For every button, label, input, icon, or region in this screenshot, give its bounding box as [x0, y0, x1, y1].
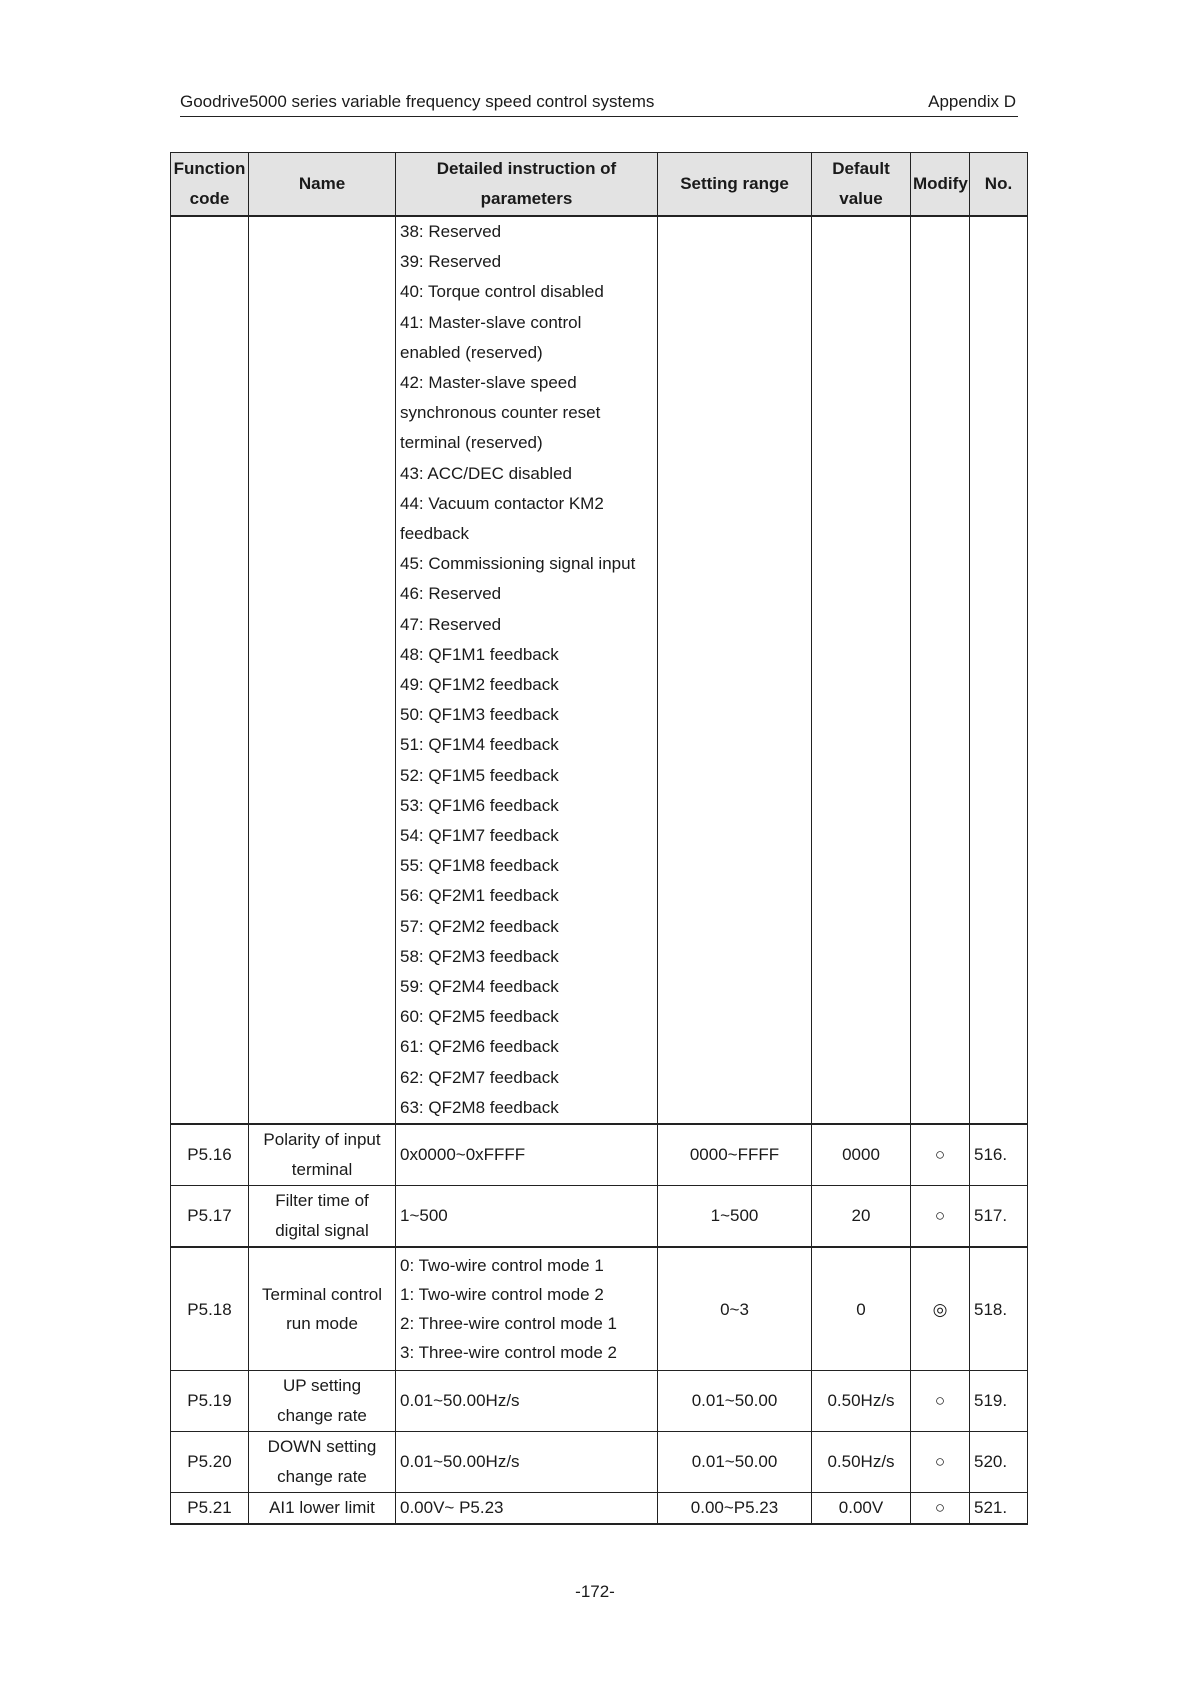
cell-range: 0~3 — [658, 1247, 812, 1371]
col-header-name: Name — [249, 153, 396, 217]
cell-range: 0.01~50.00 — [658, 1371, 812, 1432]
cell-default: 0 — [812, 1247, 911, 1371]
detail-line: feedback — [400, 524, 469, 544]
cell-detail: 0.01~50.00Hz/s — [396, 1432, 658, 1493]
detail-line: 63: QF2M8 feedback — [400, 1097, 559, 1117]
col-header-code: Function code — [171, 153, 249, 217]
detail-line: enabled (reserved) — [400, 342, 543, 362]
detail-line: 49: QF1M2 feedback — [400, 675, 559, 695]
table-row-p5-17 — [171, 1186, 1028, 1248]
col-header-no: No. — [970, 153, 1028, 217]
detail-line: 41: Master-slave control — [400, 312, 582, 332]
table-row-p5-19 — [171, 1371, 1028, 1432]
detail-line: 38: Reserved — [400, 222, 502, 241]
parameter-table — [170, 152, 1028, 1525]
col-header-modify: Modify — [911, 153, 970, 217]
cell-detail: 1~500 — [396, 1186, 658, 1248]
detail-line: 40: Torque control disabled — [400, 282, 604, 302]
table-row-p5-20 — [171, 1432, 1028, 1493]
modify-symbol: ○ — [911, 1432, 970, 1493]
cell-name: Terminal control run mode — [249, 1247, 396, 1371]
cell-code: P5.21 — [171, 1493, 249, 1525]
cell-code — [171, 216, 249, 1124]
cell-name: UP setting change rate — [249, 1371, 396, 1432]
col-header-detail: Detailed instruction of parameters — [396, 153, 658, 217]
cell-name: Polarity of input terminal — [249, 1124, 396, 1186]
detail-line: 54: QF1M7 feedback — [400, 826, 559, 846]
cell-modify — [911, 216, 970, 1124]
cell-detail: 0.01~50.00Hz/s — [396, 1371, 658, 1432]
cell-code: P5.17 — [171, 1186, 249, 1248]
cell-no: 517. — [970, 1186, 1028, 1248]
cell-default — [812, 216, 911, 1124]
detail-line: synchronous counter reset — [400, 403, 601, 423]
detail-line: 39: Reserved — [400, 252, 502, 272]
cell-default: 0.50Hz/s — [812, 1432, 911, 1493]
cell-no: 518. — [970, 1247, 1028, 1371]
cell-default: 0.50Hz/s — [812, 1371, 911, 1432]
detail-line: 1: Two-wire control mode 2 — [400, 1285, 604, 1305]
detail-line: 46: Reserved — [400, 584, 502, 604]
detail-line: 45: Commissioning signal input — [400, 554, 636, 574]
detail-line: 61: QF2M6 feedback — [400, 1037, 559, 1057]
page-header — [180, 92, 1018, 117]
detail-line: 58: QF2M3 feedback — [400, 946, 559, 966]
table-row-p5-18 — [171, 1247, 1028, 1371]
cell-code: P5.18 — [171, 1247, 249, 1371]
detail-line: 3: Three-wire control mode 2 — [400, 1343, 618, 1363]
cell-range: 1~500 — [658, 1186, 812, 1248]
cell-no: 521. — [970, 1493, 1028, 1525]
cell-name: DOWN setting change rate — [249, 1432, 396, 1493]
detail-line: 53: QF1M6 feedback — [400, 795, 559, 815]
table-row-p5-21 — [171, 1493, 1028, 1525]
cell-range: 0.01~50.00 — [658, 1432, 812, 1493]
cell-name: AI1 lower limit — [249, 1493, 396, 1525]
cell-range: 0000~FFFF — [658, 1124, 812, 1186]
table-header-row — [171, 153, 1028, 217]
cell-code: P5.20 — [171, 1432, 249, 1493]
cell-detail: 0.00V~ P5.23 — [396, 1493, 658, 1525]
document-title: Goodrive5000 series variable frequency speed control systems — [180, 92, 655, 111]
cell-no: 519. — [970, 1371, 1028, 1432]
cell-default: 0000 — [812, 1124, 911, 1186]
detail-line: 2: Three-wire control mode 1 — [400, 1314, 618, 1334]
detail-line: 62: QF2M7 feedback — [400, 1067, 559, 1087]
cell-detail — [396, 1247, 658, 1371]
col-header-range: Setting range — [658, 153, 812, 217]
detail-line: 44: Vacuum contactor KM2 — [400, 493, 604, 513]
detail-line: 59: QF2M4 feedback — [400, 977, 559, 997]
cell-range: 0.00~P5.23 — [658, 1493, 812, 1525]
section-label: Appendix D — [928, 92, 1016, 111]
detail-line: 55: QF1M8 feedback — [400, 856, 559, 876]
detail-line: 51: QF1M4 feedback — [400, 735, 559, 755]
cell-name: Filter time of digital signal — [249, 1186, 396, 1248]
modify-symbol: ○ — [911, 1124, 970, 1186]
table-row-p5-16 — [171, 1124, 1028, 1186]
cell-detail: 0x0000~0xFFFF — [396, 1124, 658, 1186]
detail-line: 0: Two-wire control mode 1 — [400, 1256, 604, 1276]
detail-line: 47: Reserved — [400, 614, 502, 634]
detail-line: 57: QF2M2 feedback — [400, 916, 559, 936]
cell-default: 20 — [812, 1186, 911, 1248]
cell-no — [970, 216, 1028, 1124]
detail-line: terminal (reserved) — [400, 433, 543, 453]
modify-symbol: ○ — [911, 1493, 970, 1525]
page-number: -172- — [575, 1582, 615, 1601]
cell-detail-continuation — [396, 216, 658, 1124]
cell-range — [658, 216, 812, 1124]
cell-default: 0.00V — [812, 1493, 911, 1525]
detail-line: 42: Master-slave speed — [400, 373, 577, 393]
modify-symbol: ○ — [911, 1186, 970, 1248]
detail-line: 60: QF2M5 feedback — [400, 1007, 559, 1027]
modify-symbol: ○ — [911, 1371, 970, 1432]
table-row-continuation — [171, 216, 1028, 1124]
cell-code: P5.16 — [171, 1124, 249, 1186]
detail-line: 48: QF1M1 feedback — [400, 644, 559, 664]
cell-no: 520. — [970, 1432, 1028, 1493]
detail-line: 52: QF1M5 feedback — [400, 765, 559, 785]
cell-name — [249, 216, 396, 1124]
detail-line: 50: QF1M3 feedback — [400, 705, 559, 725]
detail-line: 56: QF2M1 feedback — [400, 886, 559, 906]
modify-symbol: ◎ — [911, 1247, 970, 1371]
col-header-default: Default value — [812, 153, 911, 217]
detail-line: 43: ACC/DEC disabled — [400, 463, 572, 483]
cell-code: P5.19 — [171, 1371, 249, 1432]
cell-no: 516. — [970, 1124, 1028, 1186]
